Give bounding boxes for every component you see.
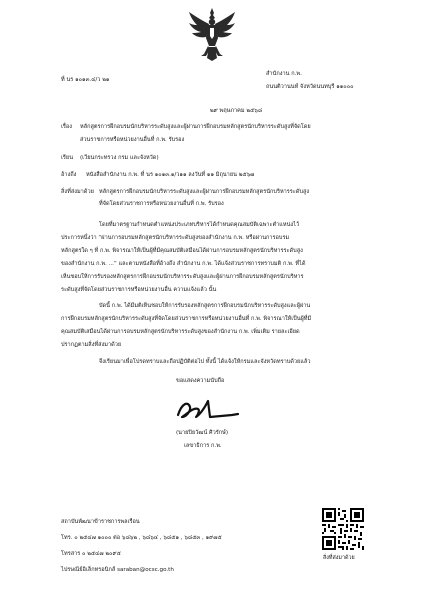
subject-line-2: ส่วนราชการหรือหน่วยงานอื่นที่ ก.พ. รับรอง <box>80 137 185 143</box>
signer-title: เลขาธิการ ก.พ. <box>184 443 222 449</box>
subject-line-1: หลักสูตรการฝึกอบรมนักบริหารระดับสูงและผู้ผ่านการฝึกอบรมหลักสูตรนักบริหารระดับสูงที่จัดโดย <box>80 124 311 130</box>
qr-caption: สิ่งที่ส่งมาด้วย <box>323 555 355 561</box>
reference-text: หนังสือสำนักงาน ก.พ. ที่ นร ๑๐๑๓.๑/ว๑๑ ลงวันที่ ๑๑ มิถุนายน ๒๕๖๗ <box>86 172 255 178</box>
salutation-text: (เวียนกระทรวง กรม และจังหวัด) <box>80 155 159 161</box>
subject-label: เรื่อง <box>61 124 73 130</box>
body-paragraph-2-line: ปรากฏตามสิ่งที่ส่งมาด้วย <box>61 342 122 348</box>
salutation-label: เรียน <box>61 155 74 161</box>
enclosure-label: สิ่งที่ส่งมาด้วย <box>61 189 94 195</box>
body-paragraph-1-line: โดยที่มาตรฐานกำหนดตำแหน่งประเภทบริหารได้กำหนดคุณสมบัติเฉพาะตำแหน่งไว้ <box>99 222 300 228</box>
signer-name: (นายปิยวัฒน์ ศิวรักษ์) <box>176 430 229 436</box>
footer-email: ไปรษณีย์อิเล็กทรอนิกส์ saraban@ocsc.go.th <box>61 567 174 573</box>
qr-code-icon <box>322 508 364 550</box>
closing-phrase: ขอแสดงความนับถือ <box>176 378 225 384</box>
body-paragraph-2-line: บัดนี้ ก.พ. ได้มีมติเห็นชอบให้การรับรองหลักสูตรการฝึกอบรมนักบริหารระดับสูงและผู้ผ่าน <box>99 303 311 309</box>
sender-address: ถนนติวานนท์ จังหวัดนนทบุรี ๑๑๐๐๐ <box>266 84 354 90</box>
enclosure-line-2: ที่จัดโดยส่วนราชการหรือหน่วยงานอื่นที่ ก.พ. รับรอง <box>99 201 224 207</box>
body-paragraph-1-line: เห็นชอบให้การรับรองหลักสูตรการฝึกอบรมนักบริหารระดับสูงและผู้ผ่านการฝึกอบรมหลักสูตรนักบริหาร <box>61 274 304 280</box>
body-paragraph-3: จึงเรียนมาเพื่อโปรดทราบและถือปฏิบัติต่อไป ทั้งนี้ ได้แจ้งให้กรมและจังหวัดทราบด้วยแล้ว <box>99 359 311 365</box>
enclosure-line-1: หลักสูตรการฝึกอบรมนักบริหารระดับสูงและผู้ผ่านการฝึกอบรมหลักสูตรนักบริหารระดับสูง <box>99 189 310 195</box>
footer-department: สถาบันพัฒนาข้าราชการพลเรือน <box>61 519 140 525</box>
footer-phone: โทร. ๐ ๒๕๔๗ ๑๐๐๐ ต่อ ๖๘๖๒ , ๖๘๖๔ , ๖๘๕๑ , ๖๘๕๓ , ๑๙๗๕ <box>61 535 222 541</box>
reference-number: ที่ นร ๑๐๑๓.๔/ว ๒๑ <box>61 77 110 83</box>
body-paragraph-2-line: การฝึกอบรมหลักสูตรนักบริหารระดับสูงที่จัดโดยส่วนราชการหรือหน่วยงานอื่นที่ ก.พ. พิจารณาให้เป็นผู้ที่มี <box>61 316 312 322</box>
footer-fax: โทรสาร ๐ ๒๕๔๗ ๒๐๙๕ <box>61 551 121 557</box>
sender-office: สำนักงาน ก.พ. <box>266 71 302 77</box>
garuda-emblem-icon <box>187 6 237 62</box>
body-paragraph-1-line: ของสำนักงาน ก.พ. ...” และตามหนังสือที่อ้างถึง สำนักงาน ก.พ. ได้แจ้งส่วนราชการทราบมติ ก.พ. ที่ได้ <box>61 261 306 267</box>
body-paragraph-1-line: ประการหนึ่งว่า “ผ่านการอบรมหลักสูตรนักบริหารระดับสูงของสำนักงาน ก.พ. หรือผ่านการอบรม <box>61 235 290 241</box>
body-paragraph-1-line: ระดับสูงที่จัดโดยส่วนราชการหรือหน่วยงานอื่น ความแจ้งแล้ว นั้น <box>61 287 217 293</box>
body-paragraph-1-line: หลักสูตรใด ๆ ที่ ก.พ. พิจารณาให้เป็นผู้ที่มีคุณสมบัติเสมือนได้ผ่านการอบรมหลักสูตรนักบริหารระดับสูง <box>61 248 303 254</box>
body-paragraph-2-line: คุณสมบัติเสมือนได้ผ่านการอบรมหลักสูตรนักบริหารระดับสูงของสำนักงาน ก.พ. เพิ่มเติม รายละเอียด <box>61 329 300 335</box>
reference-label: อ้างถึง <box>61 172 77 178</box>
signature-icon <box>172 395 242 425</box>
document-date: ๒๙ พฤษภาคม ๒๕๖๘ <box>210 108 263 114</box>
